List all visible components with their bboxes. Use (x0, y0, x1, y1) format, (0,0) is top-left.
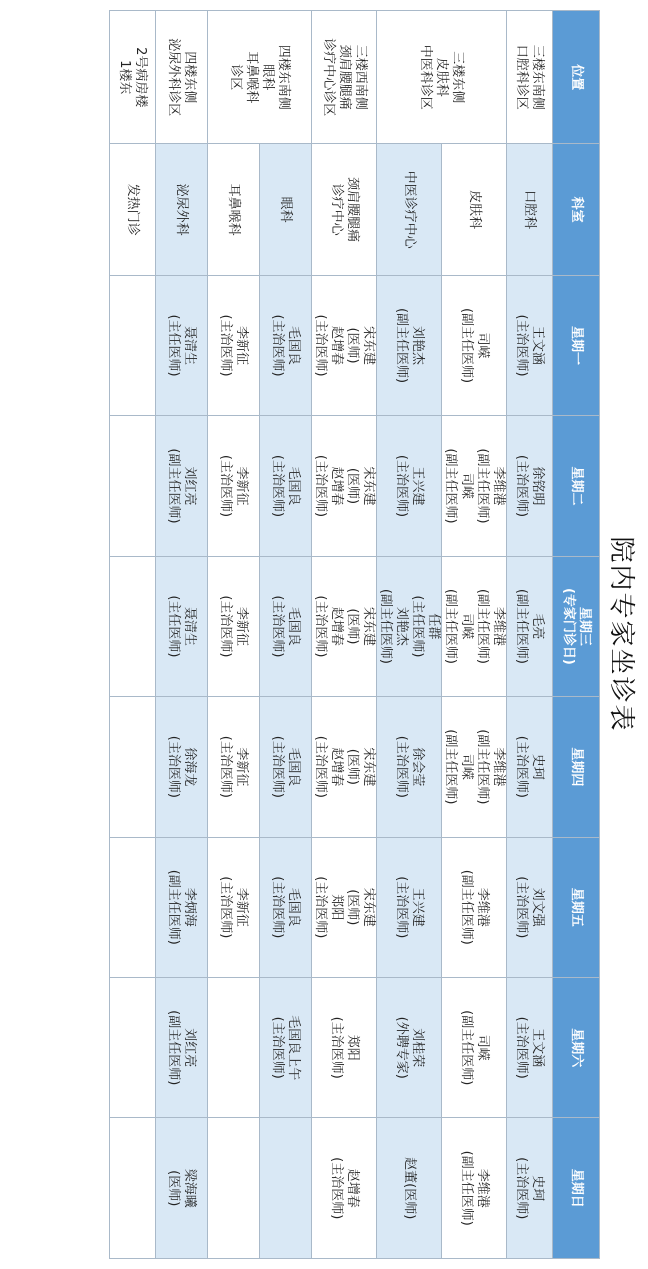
doctor-cell: 赵增春 (主治医师) (312, 1118, 377, 1259)
department-cell: 眼科 (260, 144, 312, 275)
location-cell: 四楼东南侧 眼科 耳鼻喉科 诊区 (208, 11, 312, 144)
doctor-cell (110, 416, 156, 556)
doctor-cell: 徐铭明 (主治医师) (507, 416, 553, 556)
location-cell: 四楼东侧 泌尿外科诊区 (156, 11, 208, 144)
page-title: 院内专家坐诊表 (606, 536, 637, 733)
doctor-cell: 毛亮 (副主任医师) (507, 556, 553, 696)
doctor-cell: 宋东建 (医师) 赵增春 (主治医师) (312, 275, 377, 415)
doctor-cell: 毛国良 (主治医师) (260, 697, 312, 837)
department-cell: 耳鼻喉科 (208, 144, 260, 275)
column-header: 星期四 (553, 697, 600, 837)
location-cell: 三楼东侧 皮肤科 中医科诊区 (377, 11, 507, 144)
column-header: 星期五 (553, 837, 600, 977)
doctor-cell (110, 1118, 156, 1259)
doctor-cell (208, 1118, 260, 1259)
table-row (507, 11, 553, 1259)
doctor-cell: 毛国良 (主治医师) (260, 837, 312, 977)
doctor-cell: 刘文强 (主治医师) (507, 837, 553, 977)
table-row (442, 11, 507, 1259)
doctor-cell: 李炳海 (副主任医师) (156, 837, 208, 977)
header-row (553, 11, 600, 1259)
doctor-cell: 李维港 (副主任医师) 司嵘 (副主任医师) (442, 697, 507, 837)
location-cell: 三楼东南侧 口腔科诊区 (507, 11, 553, 144)
doctor-cell: 王文涵 (主治医师) (507, 978, 553, 1118)
doctor-cell: 聂清生 (主任医师) (156, 556, 208, 696)
doctor-cell: 王兴建 (主治医师) (377, 416, 442, 556)
doctor-cell: 司嵘 (副主任医师) (442, 275, 507, 415)
schedule-table (109, 10, 600, 1259)
doctor-cell: 徐会莹 (主治医师) (377, 697, 442, 837)
doctor-cell: 梁海曦 (医师) (156, 1118, 208, 1259)
doctor-cell: 刘艳杰 (副主任医师) (377, 275, 442, 415)
column-header: 星期日 (553, 1118, 600, 1259)
doctor-cell: 任群 (主任医师) 刘艳杰 (副主任医师) (377, 556, 442, 696)
doctor-cell: 毛国良上午 (主治医师) (260, 978, 312, 1118)
doctor-cell (110, 837, 156, 977)
doctor-cell: 毛国良 (主治医师) (260, 275, 312, 415)
column-header: 星期一 (553, 275, 600, 415)
doctor-cell: 赵董(医师) (377, 1118, 442, 1259)
doctor-cell: 徐海龙 (主治医师) (156, 697, 208, 837)
department-cell: 中医诊疗中心 (377, 144, 442, 275)
doctor-cell: 刘红亮 (副主任医师) (156, 416, 208, 556)
doctor-cell: 李新征 (主治医师) (208, 275, 260, 415)
doctor-cell: 李维港 (副主任医师) (442, 1118, 507, 1259)
table-row (110, 11, 156, 1259)
table-row (312, 11, 377, 1259)
column-header: 位置 (553, 11, 600, 144)
department-cell: 颈肩腰腿痛 诊疗中心 (312, 144, 377, 275)
doctor-cell: 刘桂荣 (外聘专家) (377, 978, 442, 1118)
department-cell: 口腔科 (507, 144, 553, 275)
column-header: 星期二 (553, 416, 600, 556)
doctor-cell: 李维港 (副主任医师) 司嵘 (副主任医师) (442, 556, 507, 696)
doctor-cell: 毛国良 (主治医师) (260, 556, 312, 696)
location-cell: 三楼西南侧 颈肩腰腿痛 诊疗中心诊区 (312, 11, 377, 144)
table-body (110, 11, 553, 1259)
table-row (156, 11, 208, 1259)
table-row (208, 11, 260, 1259)
table-row (260, 11, 312, 1259)
doctor-cell: 李维港 (副主任医师) (442, 837, 507, 977)
doctor-cell: 毛国良 (主治医师) (260, 416, 312, 556)
doctor-cell: 史珂 (主治医师) (507, 697, 553, 837)
doctor-cell: 宋东建 (医师) 赵增春 (主治医师) (312, 556, 377, 696)
doctor-cell: 宋东建 (医师) 赵增春 (主治医师) (312, 416, 377, 556)
location-cell: 2号病房楼 1楼东 (110, 11, 156, 144)
department-cell: 皮肤科 (442, 144, 507, 275)
doctor-cell: 李新征 (主治医师) (208, 837, 260, 977)
doctor-cell: 李新征 (主治医师) (208, 697, 260, 837)
doctor-cell: 李新征 (主治医师) (208, 556, 260, 696)
doctor-cell (110, 275, 156, 415)
doctor-cell: 王文涵 (主治医师) (507, 275, 553, 415)
doctor-cell: 宋东建 (医师) 郑阳 (主治医师) (312, 837, 377, 977)
table-row (377, 11, 442, 1259)
doctor-cell: 宋东建 (医师) 赵增春 (主治医师) (312, 697, 377, 837)
doctor-cell (110, 697, 156, 837)
doctor-cell: 郑阳 (主治医师) (312, 978, 377, 1118)
doctor-cell: 聂清生 (主任医师) (156, 275, 208, 415)
department-cell: 泌尿外科 (156, 144, 208, 275)
doctor-cell: 刘红亮 (副主任医师) (156, 978, 208, 1118)
column-header: 星期六 (553, 978, 600, 1118)
doctor-cell (110, 978, 156, 1118)
doctor-cell (260, 1118, 312, 1259)
doctor-cell (208, 978, 260, 1118)
doctor-cell (110, 556, 156, 696)
doctor-cell: 史珂 (主治医师) (507, 1118, 553, 1259)
doctor-cell: 李维港 (副主任医师) 司嵘 (副主任医师) (442, 416, 507, 556)
doctor-cell: 王兴建 (主治医师) (377, 837, 442, 977)
column-header: 星期三 (专家门诊日) (553, 556, 600, 696)
department-cell: 发热门诊 (110, 144, 156, 275)
column-header: 科室 (553, 144, 600, 275)
doctor-cell: 李新征 (主治医师) (208, 416, 260, 556)
doctor-cell: 司嵘 (副主任医师) (442, 978, 507, 1118)
